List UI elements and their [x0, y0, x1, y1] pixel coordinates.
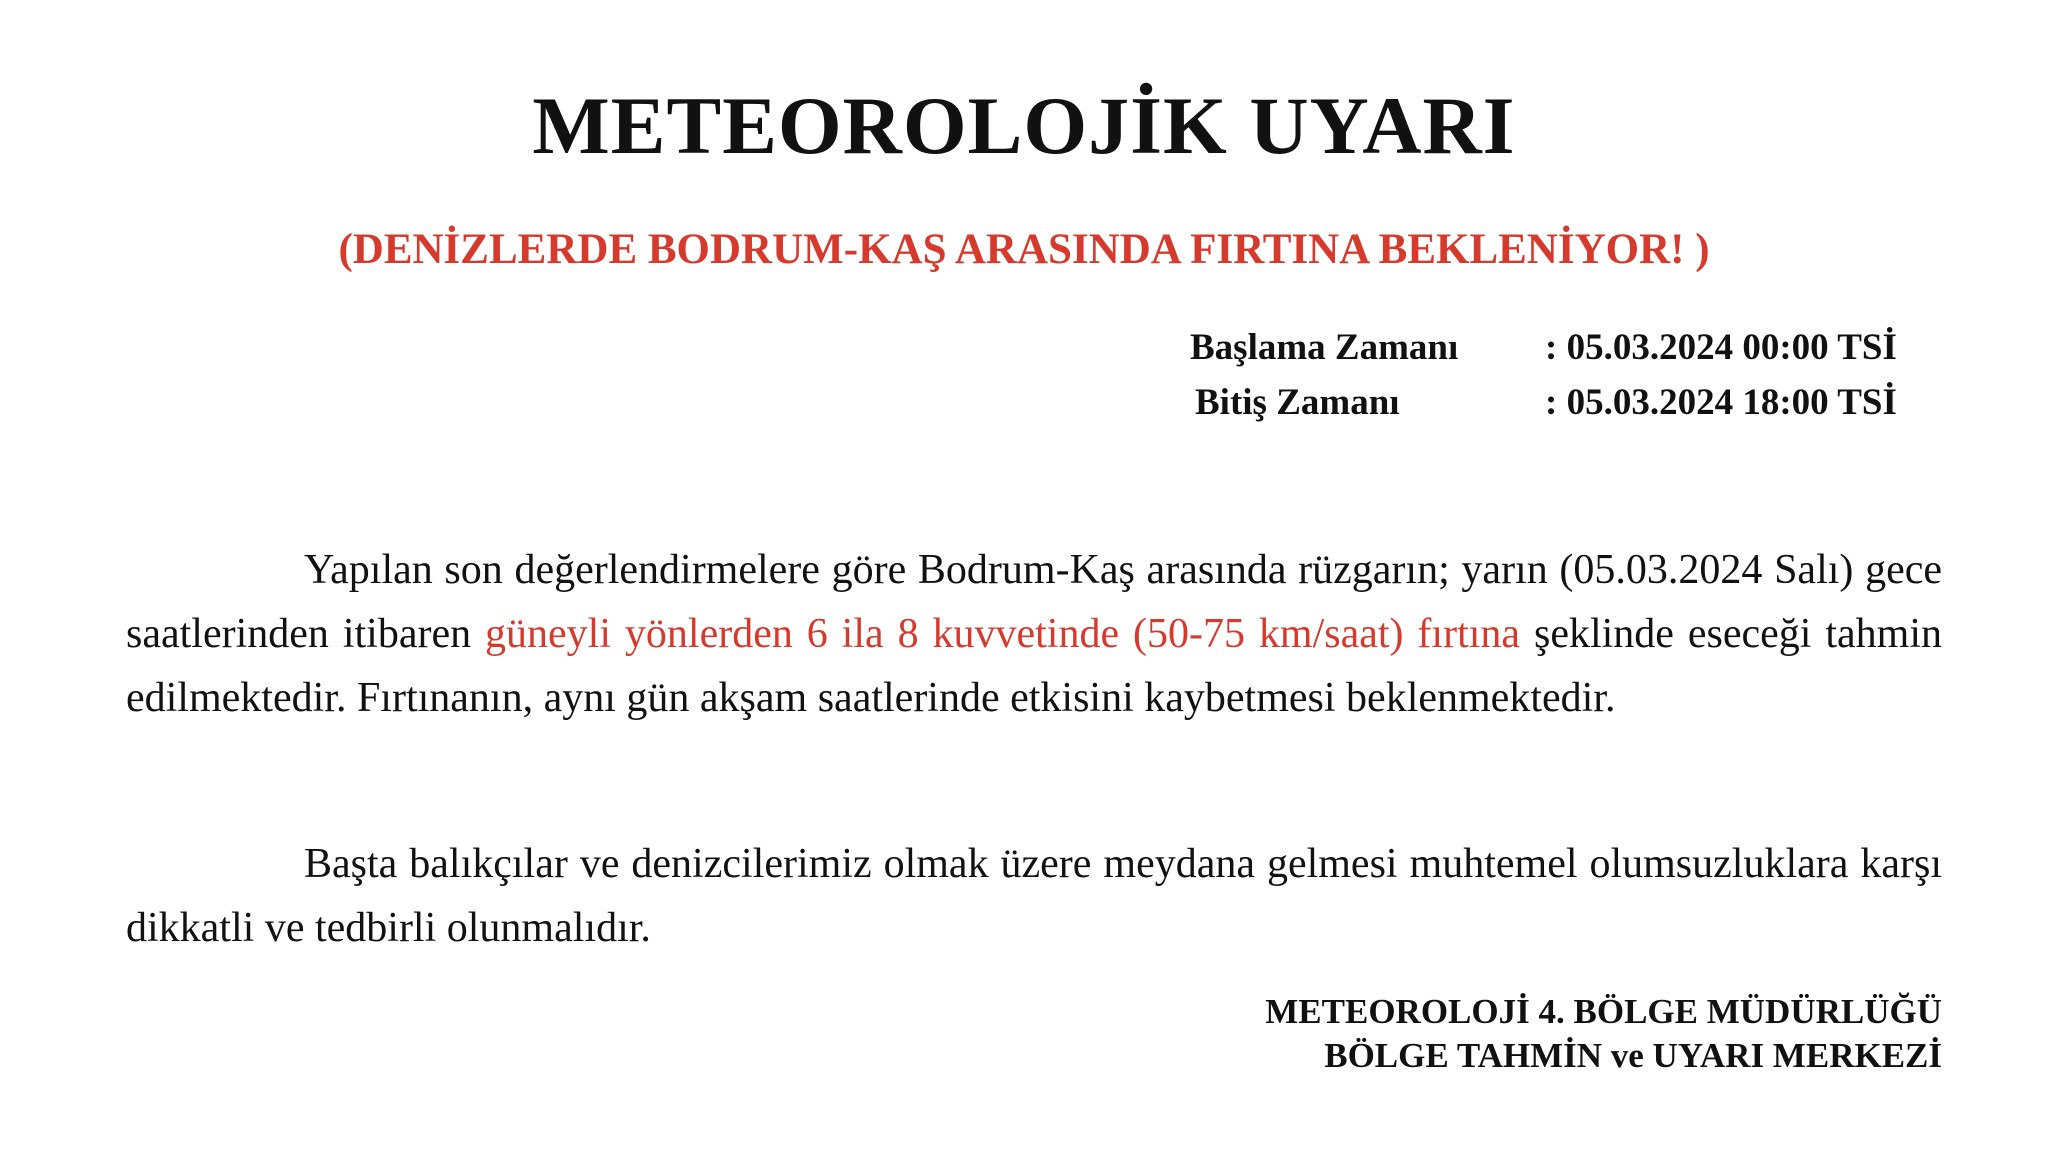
forecast-highlight: güneyli yönlerden 6 ila 8 kuvvetinde (50-75 km/saat) fırtına — [485, 611, 1521, 657]
forecast-text-start: Yapılan son değerlendirmelere göre Bodrum-Kaş arasında rüzgarın; yarın (05.03.2024 Salı) gece saatlerinden itibaren — [126, 547, 1942, 657]
document-title: METEOROLOJİK UYARI — [532, 80, 1516, 171]
safety-paragraph: Başta balıkçılar ve denizcilerimiz olmak üzere meydana gelmesi muhtemel olumsuzluklara karşı dikkatli ve tedbirli olunmalıdır. — [126, 841, 1942, 951]
forecast-text-end: şeklinde eseceği tahmin edilmektedir. Fırtınanın, aynı gün akşam saatlerinde etkisini kaybetmesi beklenmektedir. — [126, 611, 1942, 721]
end-time-row — [1190, 375, 1942, 430]
end-time-value: : 05.03.2024 18:00 TSİ — [1545, 382, 1897, 423]
forecast-paragraph — [126, 538, 1942, 730]
issuer-line-1: METEOROLOJİ 4. BÖLGE MÜDÜRLÜĞÜ — [1265, 992, 1942, 1031]
start-time-label: Başlama Zamanı — [1190, 327, 1459, 368]
issuer-signature — [1265, 990, 1942, 1078]
end-time-label: Bitiş Zamanı — [1195, 382, 1400, 423]
warning-subtitle: (DENİZLERDE BODRUM-KAŞ ARASINDA FIRTINA BEKLENİYOR! ) — [338, 226, 1710, 273]
warning-time-block — [1190, 320, 1942, 430]
start-time-value: : 05.03.2024 00:00 TSİ — [1545, 327, 1897, 368]
issuer-line-2: BÖLGE TAHMİN ve UYARI MERKEZİ — [1324, 1036, 1942, 1075]
start-time-row — [1190, 320, 1942, 375]
